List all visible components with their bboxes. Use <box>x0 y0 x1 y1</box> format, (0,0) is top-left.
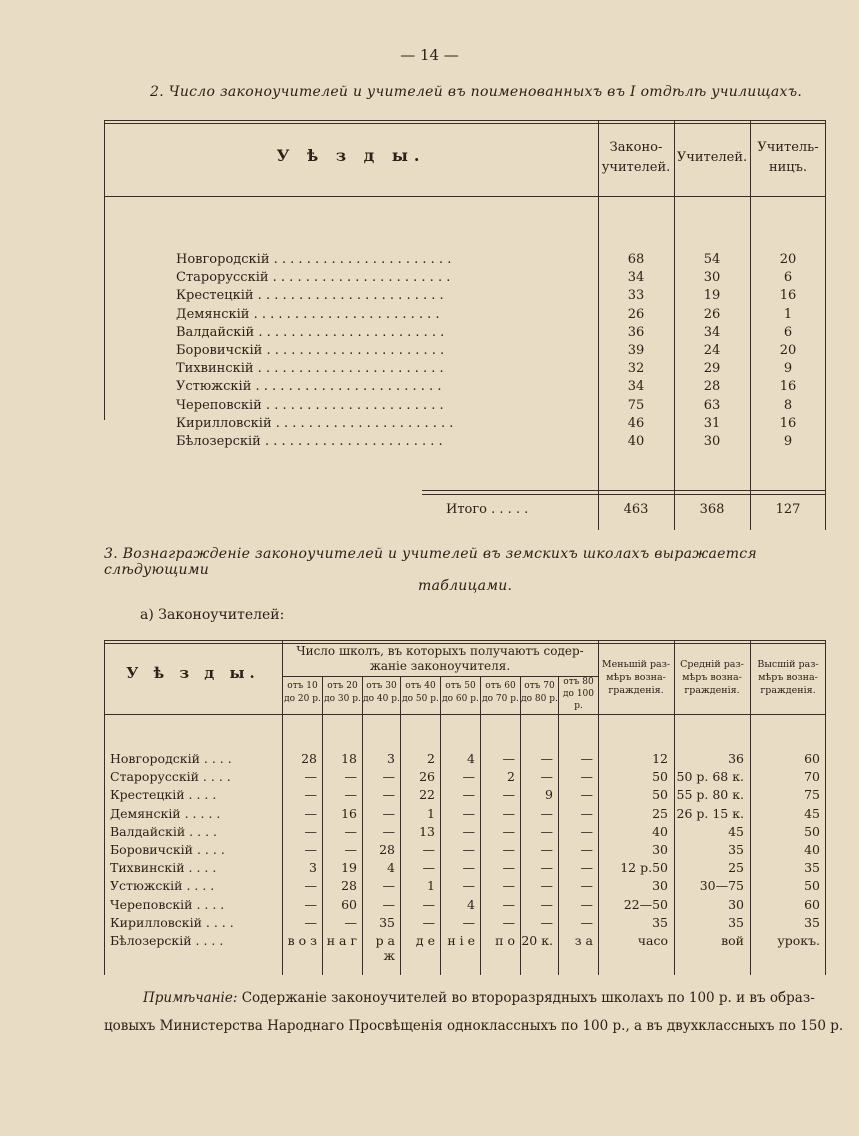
school-count-cell: — <box>580 914 593 930</box>
district-name: Череповскій . . . . . . . . . . . . . . . . . . . . . . <box>176 397 444 413</box>
school-count-cell: — <box>382 878 395 894</box>
school-count-cell: — <box>304 823 317 839</box>
count-cell: 6 <box>783 324 793 340</box>
school-count-cell: — <box>580 842 593 857</box>
school-count-cell: д е <box>415 933 435 948</box>
district-header: У ѣ з д ы. <box>276 146 426 165</box>
table-row <box>104 842 826 860</box>
count-cell: 20 <box>779 252 797 267</box>
school-count-cell: 4 <box>467 896 475 912</box>
school-count-cell: — <box>344 769 357 785</box>
pay-cell-min: 40 <box>652 823 668 839</box>
school-count-cell: — <box>462 805 475 821</box>
district-name: Тихвинскій . . . . . . . . . . . . . . . . . . . . . . . <box>176 361 444 377</box>
district-name: Тихвинскій . . . . <box>110 860 217 876</box>
school-count-cell: — <box>382 896 395 912</box>
school-count-cell: — <box>462 860 475 876</box>
table-row <box>104 288 826 306</box>
count-cell: 1 <box>783 306 793 322</box>
school-count-cell: 3 <box>387 751 395 766</box>
school-count-cell: 35 <box>379 914 395 930</box>
pay-cell-max: 40 <box>804 842 820 857</box>
table-row <box>104 787 826 805</box>
table-rule <box>104 714 826 715</box>
school-count-cell: 9 <box>545 787 553 803</box>
table-row <box>104 325 826 343</box>
table-row <box>104 379 826 397</box>
count-cell: 16 <box>779 415 797 431</box>
pay-cell-max: 60 <box>804 751 820 766</box>
count-cell: 16 <box>779 288 797 304</box>
district-name: Демянскій . . . . . <box>110 805 221 821</box>
count-cell: 8 <box>783 397 793 413</box>
school-count-cell: — <box>344 823 357 839</box>
school-count-cell: — <box>540 878 553 894</box>
district-name: Бѣлозерскій . . . . . . . . . . . . . . . . . . . . . . <box>176 434 443 449</box>
salary-table <box>104 640 826 975</box>
table-row <box>104 878 826 896</box>
count-cell: 34 <box>627 379 645 395</box>
count-cell: 34 <box>627 270 645 286</box>
school-count-cell: 28 <box>379 842 395 857</box>
count-cell: 39 <box>627 343 645 358</box>
section-3-title: 3. Вознагражденіе законоучителей и учителей въ земскихъ школахъ выражается слѣдующими <box>104 546 757 578</box>
pay-cell-min: 50 <box>652 769 668 785</box>
header-zakonouchitelei: Законо-учителей. <box>601 140 671 175</box>
school-count-cell: — <box>540 860 553 876</box>
pay-cell-max: 75 <box>804 787 820 803</box>
table-rule <box>104 640 826 641</box>
school-count-cell: — <box>540 769 553 785</box>
school-count-cell: 2 <box>427 751 435 766</box>
count-cell: 19 <box>703 288 721 304</box>
school-count-cell: п о <box>495 933 515 948</box>
school-count-cell: 18 <box>341 751 357 766</box>
count-cell: 36 <box>627 324 645 340</box>
count-cell: 28 <box>703 379 721 395</box>
pay-cell-min: 12 р.50 <box>620 860 668 876</box>
district-name: Устюжскій . . . . <box>110 878 215 894</box>
pay-cell-max: 35 <box>804 860 820 876</box>
count-cell: 54 <box>703 252 721 267</box>
count-cell: 29 <box>703 361 721 377</box>
school-count-cell: з а <box>574 933 593 948</box>
count-cell: 33 <box>627 288 645 304</box>
school-count-cell: — <box>462 769 475 785</box>
school-count-cell: — <box>344 842 357 857</box>
table-row <box>104 398 826 416</box>
count-cell: 24 <box>703 343 721 358</box>
pay-cell-min: 22—50 <box>623 896 668 912</box>
district-name: Кирилловскій . . . . . . . . . . . . . . . . . . . . . . <box>176 415 454 431</box>
school-count-cell: — <box>540 842 553 857</box>
min-pay-header: Меньшій раз-мѣръ возна-гражденія. <box>601 659 671 696</box>
pay-cell-max: 50 <box>804 878 820 894</box>
pay-cell-min: 12 <box>652 751 668 766</box>
school-count-cell: 28 <box>301 751 317 766</box>
total-value: 463 <box>623 502 649 517</box>
school-count-cell: — <box>304 842 317 857</box>
count-cell: 63 <box>703 397 721 413</box>
table-row <box>104 806 826 824</box>
school-count-cell: — <box>304 896 317 912</box>
range-header: отъ 30 до 40 р. <box>363 681 400 704</box>
range-header: отъ 50 до 60 р. <box>442 681 479 704</box>
total-row <box>104 502 826 520</box>
table-row <box>104 860 826 878</box>
school-count-cell: — <box>502 878 515 894</box>
total-label: Итого . . . . . <box>446 502 529 517</box>
school-count-cell: 20 к. <box>521 933 553 948</box>
school-count-cell: — <box>580 860 593 876</box>
school-count-cell: — <box>304 878 317 894</box>
table-row <box>104 252 826 270</box>
school-count-cell: — <box>540 914 553 930</box>
school-count-cell: 3 <box>309 860 317 876</box>
school-count-cell: н і е <box>447 933 475 948</box>
school-count-cell: — <box>580 805 593 821</box>
district-name: Валдайскій . . . . . . . . . . . . . . . . . . . . . . . <box>176 324 445 340</box>
table-rule <box>104 123 826 124</box>
district-name: Крестецкій . . . . . . . . . . . . . . . . . . . . . . . <box>176 288 444 304</box>
pay-cell-max: 50 <box>804 823 820 839</box>
district-header: У ѣ з д ы. <box>126 664 260 682</box>
school-count-cell: 16 <box>341 805 357 821</box>
table-row <box>104 307 826 325</box>
district-name: Демянскій . . . . . . . . . . . . . . . . . . . . . . . <box>176 306 440 322</box>
school-count-cell: — <box>502 860 515 876</box>
max-pay-header: Высшій раз-мѣръ возна-гражденія. <box>757 659 819 696</box>
count-cell: 32 <box>627 361 645 377</box>
range-header: отъ 20 до 30 р. <box>324 681 361 704</box>
pay-cell-min: 30 <box>652 878 668 894</box>
pay-cell-avg: 35 <box>728 842 744 857</box>
pay-cell-min: 50 <box>652 787 668 803</box>
table-rule <box>422 494 826 495</box>
table-row <box>104 434 826 452</box>
header-uchitelnits: Учитель-ницъ. <box>757 140 819 175</box>
count-cell: 40 <box>627 434 645 449</box>
school-count-cell: — <box>580 769 593 785</box>
district-name: Новгородскій . . . . . . . . . . . . . . . . . . . . . . <box>176 252 452 267</box>
avg-pay-header: Средній раз-мѣръ возна-гражденія. <box>680 659 744 696</box>
school-count-cell: 28 <box>341 878 357 894</box>
pay-cell-max: 60 <box>804 896 820 912</box>
note-line-2: цовыхъ Министерства Народнаго Просвѣщенія одноклассныхъ по 100 р., а въ двухклассныхъ по 150 р. <box>104 1018 844 1034</box>
school-count-cell: — <box>502 805 515 821</box>
table-row <box>104 361 826 379</box>
district-name: Устюжскій . . . . . . . . . . . . . . . . . . . . . . . <box>176 379 442 395</box>
pay-cell-min: 35 <box>652 914 668 930</box>
table-row <box>104 933 826 963</box>
pay-cell-avg: 30—75 <box>699 878 744 894</box>
school-count-cell: 1 <box>427 878 435 894</box>
school-count-cell: — <box>502 842 515 857</box>
school-count-cell: — <box>422 914 435 930</box>
school-count-cell: — <box>502 914 515 930</box>
school-count-cell: 60 <box>341 896 357 912</box>
school-count-cell: — <box>462 914 475 930</box>
school-count-cell: 26 <box>419 769 435 785</box>
pay-cell-max: урокъ. <box>777 933 820 948</box>
school-count-cell: р а ж <box>375 933 395 963</box>
school-count-cell: н а г <box>326 933 357 948</box>
pay-cell-avg: 55 р. 80 к. <box>676 787 744 803</box>
school-count-cell: — <box>540 751 553 766</box>
school-count-cell: — <box>344 787 357 803</box>
count-cell: 75 <box>627 397 645 413</box>
page-number: — 14 — <box>400 46 459 64</box>
note-label: Примѣчаніе: <box>143 990 238 1006</box>
table-row <box>104 416 826 434</box>
range-header: отъ 60 до 70 р. <box>482 681 519 704</box>
range-header: отъ 70 до 80 р. <box>521 681 558 704</box>
district-name: Валдайскій . . . . <box>110 823 217 839</box>
count-cell: 6 <box>783 270 793 286</box>
count-cell: 9 <box>783 361 793 377</box>
pay-cell-max: 70 <box>804 769 820 785</box>
table-row <box>104 915 826 933</box>
table-row <box>104 343 826 361</box>
pay-cell-avg: 26 р. 15 к. <box>676 805 744 821</box>
school-count-cell: — <box>304 769 317 785</box>
school-count-cell: — <box>422 860 435 876</box>
table-row <box>104 769 826 787</box>
count-cell: 9 <box>783 434 793 449</box>
pay-cell-max: 35 <box>804 914 820 930</box>
school-count-cell: 1 <box>427 805 435 821</box>
district-name: Боровичскій . . . . <box>110 842 225 857</box>
count-cell: 20 <box>779 343 797 358</box>
pay-cell-max: 45 <box>804 805 820 821</box>
school-count-cell: — <box>580 751 593 766</box>
pay-cell-avg: 36 <box>728 751 744 766</box>
table-row <box>104 270 826 288</box>
district-name: Старорусскій . . . . <box>110 769 231 785</box>
count-cell: 26 <box>627 306 645 322</box>
range-header: отъ 40 до 50 р. <box>402 681 439 704</box>
school-count-cell: — <box>462 842 475 857</box>
school-count-cell: — <box>304 914 317 930</box>
school-count-cell: — <box>382 769 395 785</box>
table-rule <box>422 490 826 491</box>
subsection-title: а) Законоучителей: <box>140 607 285 623</box>
pay-cell-min: 30 <box>652 842 668 857</box>
school-count-cell: 4 <box>387 860 395 876</box>
teachers-count-table <box>104 120 826 530</box>
school-count-cell: — <box>462 787 475 803</box>
school-count-cell: — <box>540 896 553 912</box>
school-count-cell: — <box>422 842 435 857</box>
count-cell: 16 <box>779 379 797 395</box>
school-count-cell: — <box>304 805 317 821</box>
section-3-title-cont: таблицами. <box>418 578 513 594</box>
table-row <box>104 824 826 842</box>
header-uchitelei: Учителей. <box>676 150 748 165</box>
count-cell: 34 <box>703 324 721 340</box>
school-count-cell: — <box>580 878 593 894</box>
range-header: отъ 10 до 20 р. <box>284 681 321 704</box>
note-line-1 <box>143 990 815 1006</box>
district-name: Кирилловскій . . . . <box>110 914 234 930</box>
school-count-cell: — <box>580 787 593 803</box>
table-rule <box>104 196 826 197</box>
school-count-cell: — <box>540 805 553 821</box>
district-name: Новгородскій . . . . <box>110 751 232 766</box>
pay-cell-avg: вой <box>721 933 744 948</box>
count-cell: 31 <box>703 415 721 431</box>
note-text-1: Содержаніе законоучителей во второразрядныхъ школахъ по 100 р. и въ образ- <box>241 990 815 1006</box>
school-count-cell: — <box>304 787 317 803</box>
school-count-cell: — <box>540 823 553 839</box>
school-count-cell: 13 <box>419 823 435 839</box>
district-name: Череповскій . . . . <box>110 896 225 912</box>
school-count-cell: — <box>382 787 395 803</box>
pay-cell-min: часо <box>637 933 668 948</box>
school-count-cell: 22 <box>419 787 435 803</box>
count-cell: 46 <box>627 415 645 431</box>
count-cell: 26 <box>703 306 721 322</box>
section-2-title: 2. Число законоучителей и учителей въ поименованныхъ въ I отдѣлѣ училищахъ. <box>150 84 803 100</box>
count-cell: 68 <box>627 252 645 267</box>
total-value: 127 <box>775 502 801 517</box>
school-count-cell: — <box>502 787 515 803</box>
pay-cell-avg: 30 <box>728 896 744 912</box>
pay-cell-avg: 25 <box>728 860 744 876</box>
school-count-cell: 4 <box>467 751 475 766</box>
table-row <box>104 897 826 915</box>
table-rule <box>104 120 826 121</box>
range-header: отъ 80 до 100 р. <box>563 677 594 711</box>
school-count-cell: — <box>422 896 435 912</box>
school-count-cell: — <box>462 878 475 894</box>
pay-cell-avg: 50 р. 68 к. <box>676 769 744 785</box>
count-cell: 30 <box>703 434 721 449</box>
school-count-cell: 2 <box>507 769 515 785</box>
school-count-cell: — <box>382 805 395 821</box>
school-count-cell: — <box>462 823 475 839</box>
pay-cell-avg: 35 <box>728 914 744 930</box>
pay-cell-avg: 45 <box>728 823 744 839</box>
total-value: 368 <box>699 502 725 517</box>
school-count-cell: — <box>502 823 515 839</box>
pay-cell-min: 25 <box>652 805 668 821</box>
school-count-cell: — <box>344 914 357 930</box>
district-name: Бѣлозерскій . . . . <box>110 933 224 948</box>
school-count-cell: — <box>580 896 593 912</box>
schools-count-header: Число школъ, въ которыхъ получаютъ содер-жаніе законоучителя. <box>296 644 584 673</box>
school-count-cell: 19 <box>341 860 357 876</box>
school-count-cell: — <box>382 823 395 839</box>
district-name: Старорусскій . . . . . . . . . . . . . . . . . . . . . . <box>176 270 451 286</box>
count-cell: 30 <box>703 270 721 286</box>
school-count-cell: — <box>502 896 515 912</box>
table-row <box>104 751 826 769</box>
school-count-cell: — <box>580 823 593 839</box>
district-name: Боровичскій . . . . . . . . . . . . . . . . . . . . . . <box>176 343 445 358</box>
school-count-cell: в о з <box>287 933 317 948</box>
district-name: Крестецкій . . . . <box>110 787 217 803</box>
school-count-cell: — <box>502 751 515 766</box>
